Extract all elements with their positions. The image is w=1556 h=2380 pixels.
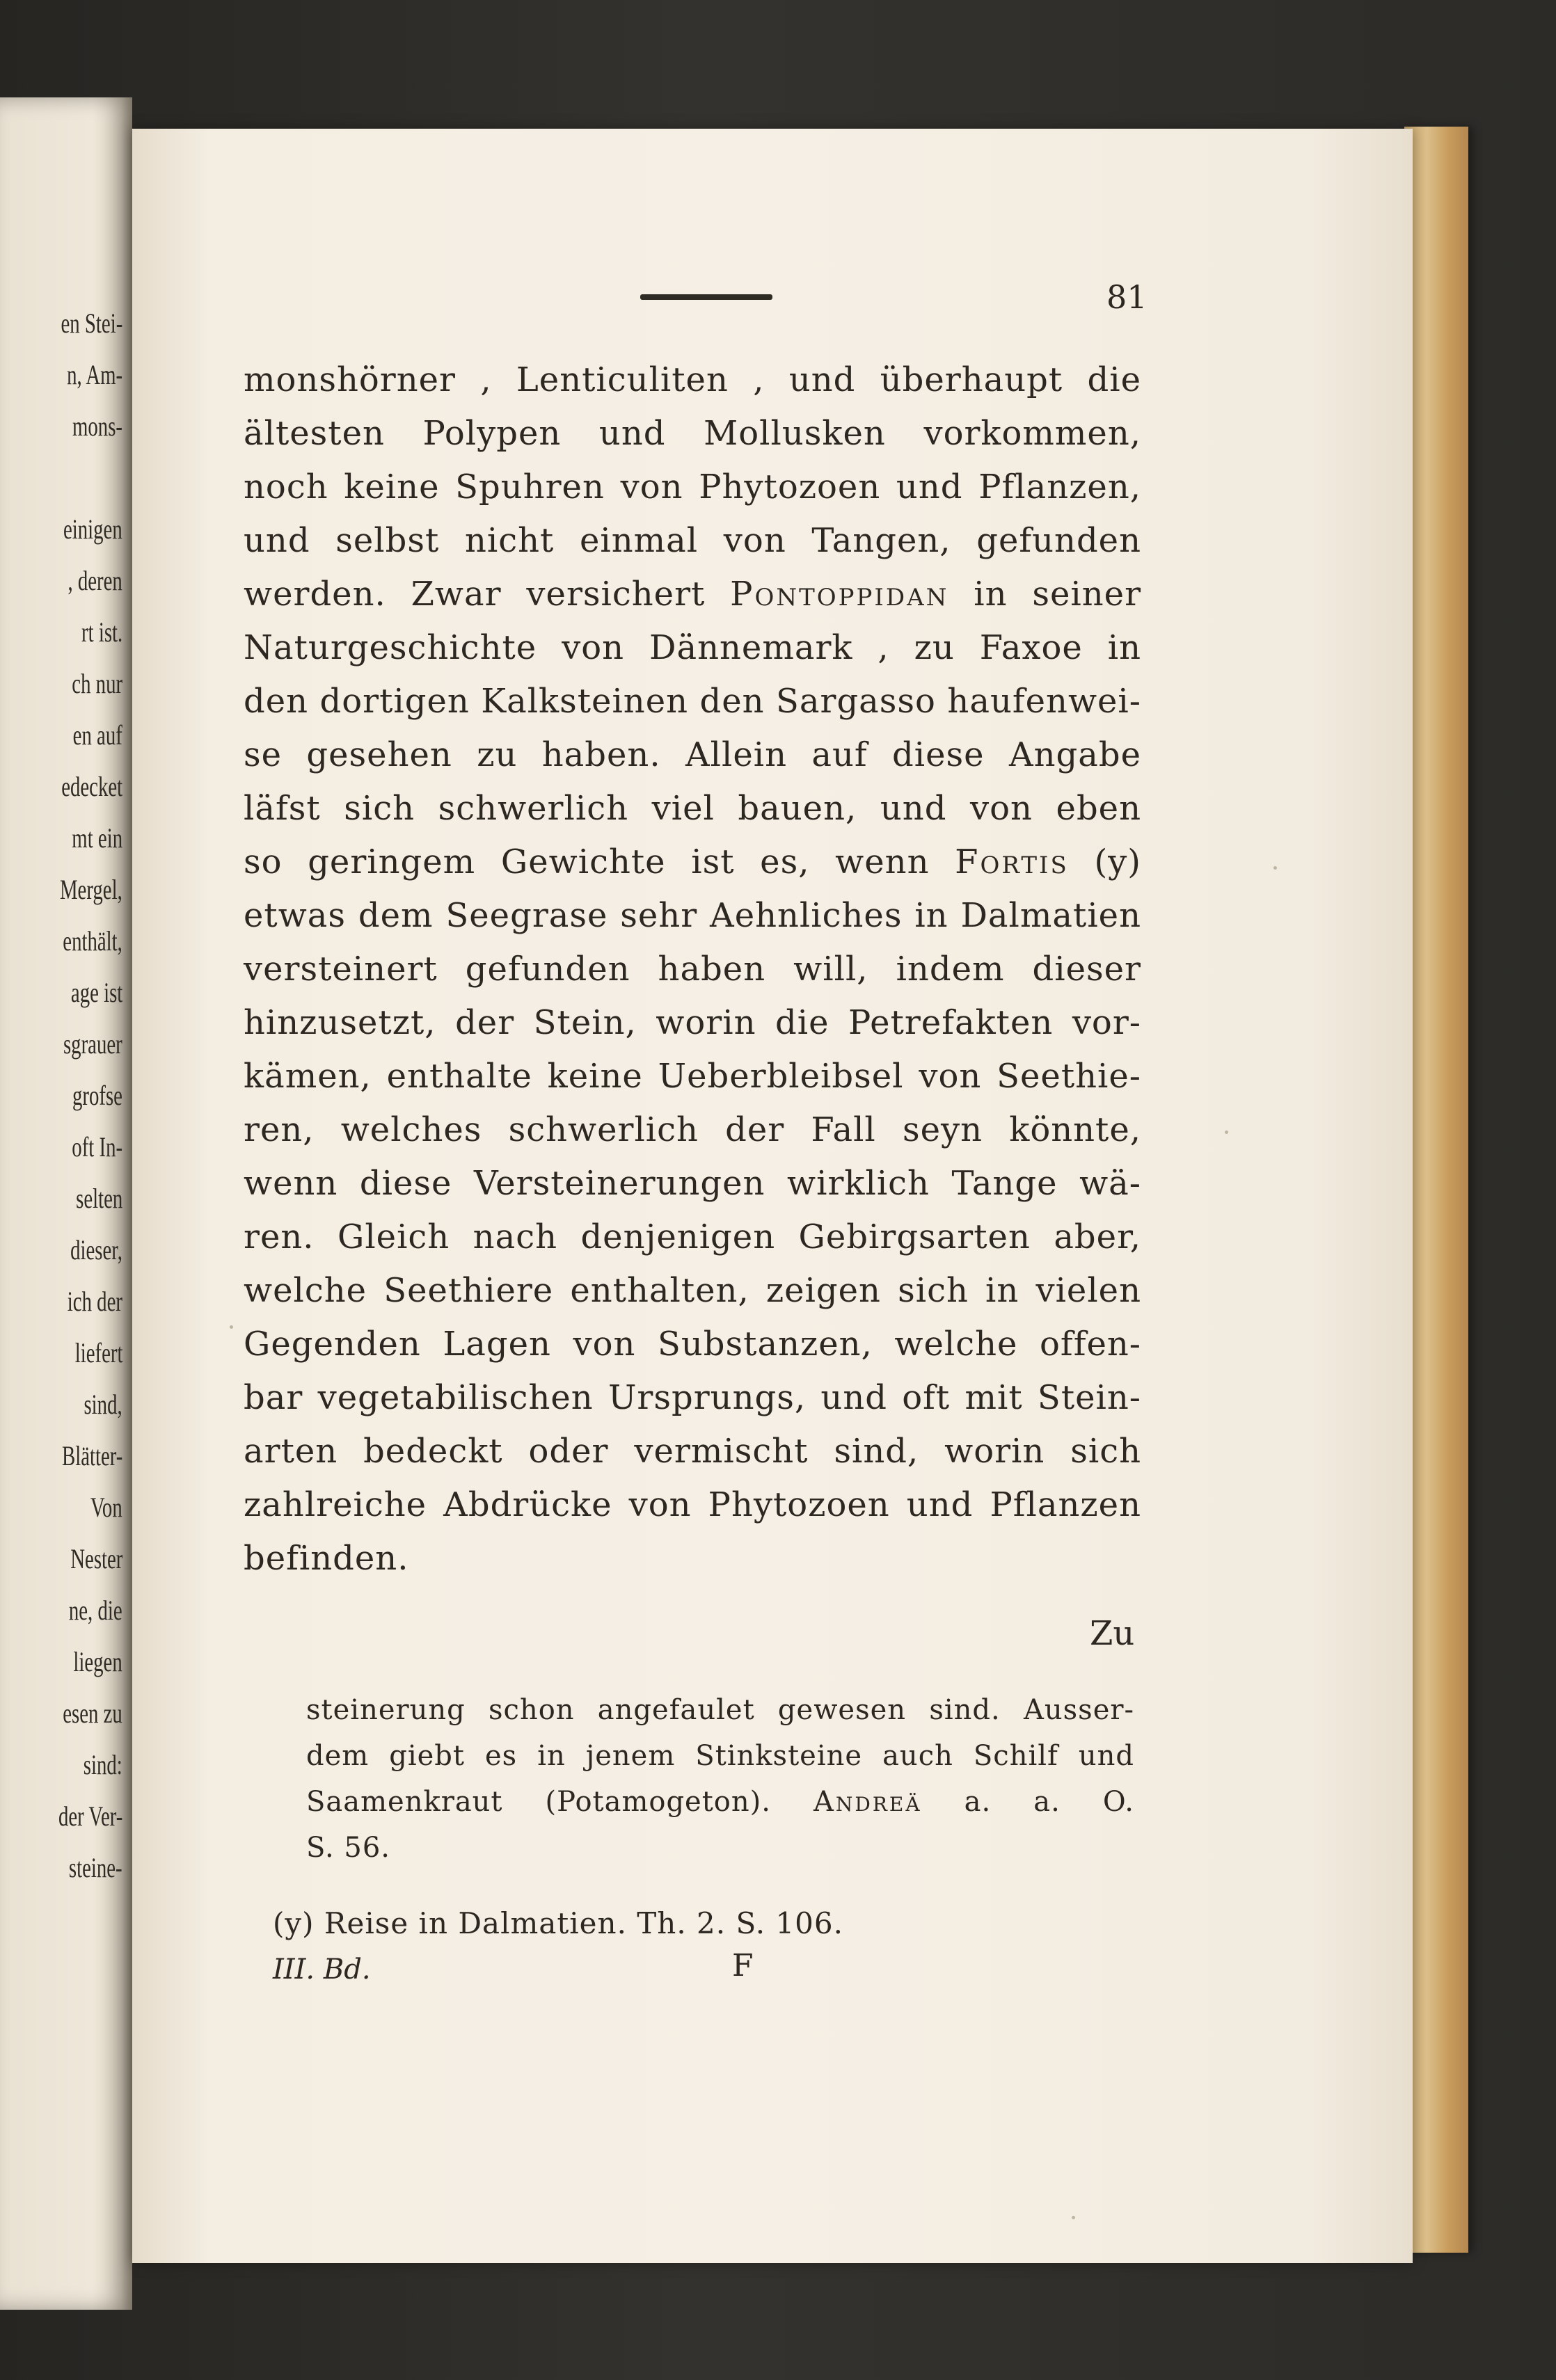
text-line [244,1318,1141,1371]
text-line-segment: und selbst nicht einmal von Tangen, gefunden [244,521,1141,560]
text-line-segment: kämen, enthalte keine Ueberbleibsel von Seethie- [244,1057,1141,1096]
text-line [244,1050,1141,1103]
footnote-continued [306,1687,1134,1871]
footnote-line-segment: Saamenkraut (Potamogeton). [306,1786,814,1818]
left-page-line: steine- [69,1852,122,1883]
text-line [244,889,1141,943]
left-page-line: enthält, [63,925,122,957]
left-page-line: einigen [63,513,122,545]
paper-speck [230,1325,233,1329]
text-line [244,621,1141,675]
text-line-segment: so geringem Gewichte ist es, wenn [244,842,955,881]
text-line-segment: etwas dem Seegrase sehr Aehnliches in Dalmatien [244,896,1141,935]
text-line [244,514,1141,568]
left-page-line: Mergel, [60,874,122,905]
text-line-segment: arten bedeckt oder vermischt sind, worin sich [244,1432,1141,1471]
main-text [244,353,1141,1586]
footnote-line [306,1779,1134,1825]
text-line-segment: wenn diese Versteinerungen wirklich Tange wä- [244,1164,1141,1203]
footnote-y: (y) Reise in Dalmatien. Th. 2. S. 106. [273,1906,843,1940]
footnote-line-segment: dem giebt es in jenem Stinksteine auch Schilf und [306,1740,1134,1772]
footnote-line [306,1733,1134,1779]
text-line-segment: den dortigen Kalksteinen den Sargasso haufenwei- [244,682,1141,721]
header-rule [640,294,772,300]
text-line-segment: Naturgeschichte von Dännemark , zu Faxoe in [244,628,1141,667]
left-page-line: liegen [73,1646,122,1677]
footnote-line-segment: steinerung schon angefaulet gewesen sind. Ausser- [306,1694,1134,1726]
page-number: 81 [1106,278,1148,316]
text-line [244,836,1141,889]
left-page-line: selten [75,1183,122,1214]
left-page-line: ich der [67,1286,122,1317]
left-page-line: der Ver- [58,1800,122,1832]
left-page-line: Blätter- [61,1440,122,1471]
text-line-segment: welche Seethiere enthalten, zeigen sich in vielen [244,1271,1141,1310]
text-line-segment: noch keine Spuhren von Phytozoen und Pflanzen, [244,468,1141,506]
left-facing-page [0,97,132,2310]
text-line [244,1371,1141,1425]
text-line-segment: Pontoppidan [730,575,949,614]
left-page-line: ne, die [69,1595,122,1626]
text-line [244,675,1141,728]
text-line-segment: versteinert gefunden haben will, indem dieser [244,950,1141,989]
footnote-line [306,1825,1134,1871]
text-line-segment: bar vegetabilischen Ursprungs, und oft mit Stein- [244,1378,1141,1417]
left-page-line: sind: [83,1749,122,1780]
text-line-segment: ren. Gleich nach denjenigen Gebirgsarten aber, [244,1217,1141,1256]
left-page-line: Von [90,1492,122,1523]
text-line [244,568,1141,621]
left-page-line: en Stei- [61,308,122,339]
left-page-line: sind, [84,1389,122,1420]
text-line [244,461,1141,514]
text-line-segment: in seiner [948,575,1142,614]
left-page-line: age ist [70,977,122,1008]
text-line [244,1532,1141,1586]
footnote-line [306,1687,1134,1733]
text-line-segment: se gesehen zu haben. Allein auf diese Angabe [244,735,1141,774]
text-line [244,782,1141,836]
paper-speck [1273,866,1277,870]
page-edges [1404,127,1468,2253]
text-line [244,1478,1141,1532]
left-page-line: oft In- [72,1131,122,1163]
left-page-line: esen zu [63,1698,122,1729]
text-line-segment: läfst sich schwerlich viel bauen, und von eben [244,789,1141,828]
signature-mark: III. Bd. [273,1954,371,1986]
text-line [244,1211,1141,1264]
left-page-line: Nester [70,1543,122,1574]
text-line [244,1157,1141,1211]
left-page-line: ch nur [72,668,122,699]
left-page-line: grofse [72,1080,122,1111]
left-page-line: edecket [61,771,122,802]
text-line [244,1103,1141,1157]
text-line-segment: Gegenden Lagen von Substanzen, welche offen- [244,1325,1141,1364]
text-line-segment: Fortis [955,842,1069,881]
left-page-line: liefert [74,1337,122,1368]
paper-speck [1072,2216,1075,2219]
text-line-segment: (y) [1068,842,1142,881]
text-line-segment: werden. Zwar versichert [244,575,731,614]
paper-speck [1225,1131,1228,1134]
text-line-segment: ältesten Polypen und Mollusken vorkommen, [244,414,1141,453]
text-line-segment: zahlreiche Abdrücke von Phytozoen und Pflanzen [244,1485,1141,1524]
left-page-line: en auf [72,719,122,751]
text-line-segment: befinden. [244,1539,409,1578]
left-page-line: n, Am- [66,359,122,390]
left-page-line: mons- [72,410,122,442]
footnote-line-segment: a. a. O. [921,1786,1134,1818]
text-line-segment: ren, welches schwerlich der Fall seyn könnte, [244,1110,1141,1149]
text-line-segment: monshörner , Lenticuliten , und überhaupt die [244,360,1141,399]
text-line [244,728,1141,782]
left-page-line: mt ein [72,822,122,854]
text-line [244,407,1141,461]
text-line [244,1425,1141,1478]
left-page-line: dieser, [70,1234,122,1265]
text-line [244,943,1141,996]
text-line [244,353,1141,407]
catchword: Zu [1090,1614,1135,1653]
footnote-line-segment: Andreä [813,1786,922,1818]
text-line [244,1264,1141,1318]
footnote-line-segment: S. 56. [306,1832,391,1864]
left-page-line: rt ist. [81,616,122,648]
text-line [244,996,1141,1050]
text-line-segment: hinzusetzt, der Stein, worin die Petrefakten vor- [244,1003,1141,1042]
left-page-line: sgrauer [63,1028,122,1060]
signature-letter: F [732,1948,754,1983]
left-page-line: , deren [68,565,122,596]
